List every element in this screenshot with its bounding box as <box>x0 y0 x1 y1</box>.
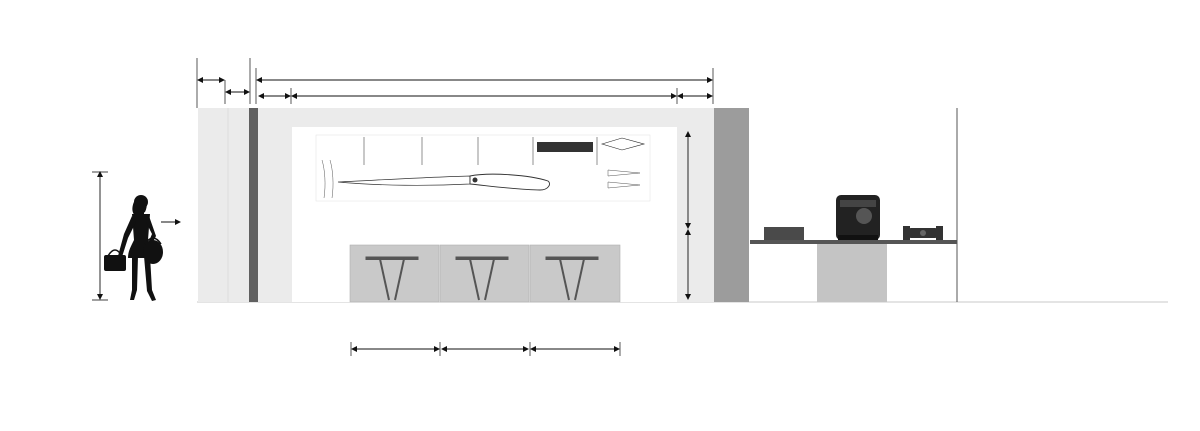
wall-left-segment <box>198 108 228 302</box>
bar-center-panel <box>817 244 887 302</box>
bar-dark-column <box>714 108 749 302</box>
bar-device-right-icon <box>903 226 943 240</box>
panel-section-dedicace <box>537 142 593 152</box>
coffee-machine-icon <box>836 195 880 240</box>
concrete-beam-pillar <box>249 108 258 302</box>
bar-box-left <box>764 227 804 240</box>
banquette <box>350 245 620 302</box>
bar-counter-top <box>750 240 957 244</box>
banquette-segment-dims <box>351 342 620 356</box>
knife-configurator-panel <box>316 135 650 201</box>
woman-silhouette-icon <box>104 195 163 301</box>
